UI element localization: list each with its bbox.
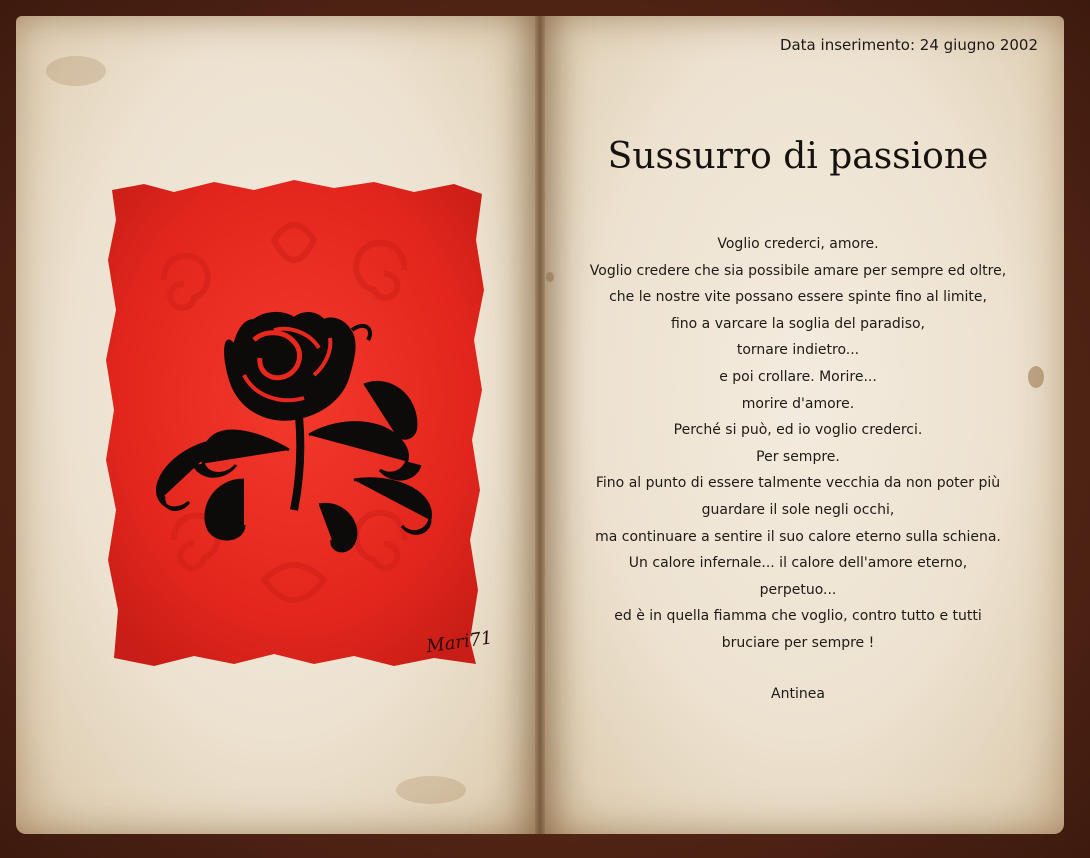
poem-line: Per sempre.	[756, 448, 840, 465]
poem-line: Fino al punto di essere talmente vecchia da non poter più	[595, 475, 1001, 492]
artist-signature: Mari71	[425, 627, 494, 658]
poem-line: Voglio credere che sia possibile amare per sempre ed oltre,	[589, 262, 1007, 279]
poem-body	[560, 231, 1036, 657]
date-inserted: Data inserimento: 24 giugno 2002	[779, 36, 1038, 54]
poem-line: Voglio crederci, amore.	[717, 236, 879, 252]
poem-line: che le nostre vite possano essere spinte fino al limite,	[609, 289, 987, 306]
poem-line: guardare il sole negli occhi,	[701, 501, 895, 518]
poem-line: ed è in quella fiamma che voglio, contro tutto e tutti	[614, 608, 982, 625]
poem-line: Un calore infernale... il calore dell'amore eterno,	[628, 555, 968, 572]
poem-line: perpetuo...	[759, 581, 837, 598]
poem-author: Antinea	[771, 686, 825, 702]
poem-line: Perché si può, ed io voglio crederci.	[673, 422, 923, 439]
poem-line: fino a varcare la soglia del paradiso,	[670, 315, 926, 332]
poem-line: e poi crollare. Morire...	[719, 368, 877, 385]
poem-line: morire d'amore.	[741, 395, 855, 412]
poem-title: Sussurro di passione	[607, 136, 989, 177]
poem-line: ma continuare a sentire il suo calore eterno sulla schiena.	[595, 528, 1001, 545]
book-spine	[535, 16, 545, 834]
poem-line: tornare indietro...	[736, 342, 860, 359]
poem-line: bruciare per sempre !	[721, 634, 875, 651]
rose-artwork	[104, 180, 494, 668]
